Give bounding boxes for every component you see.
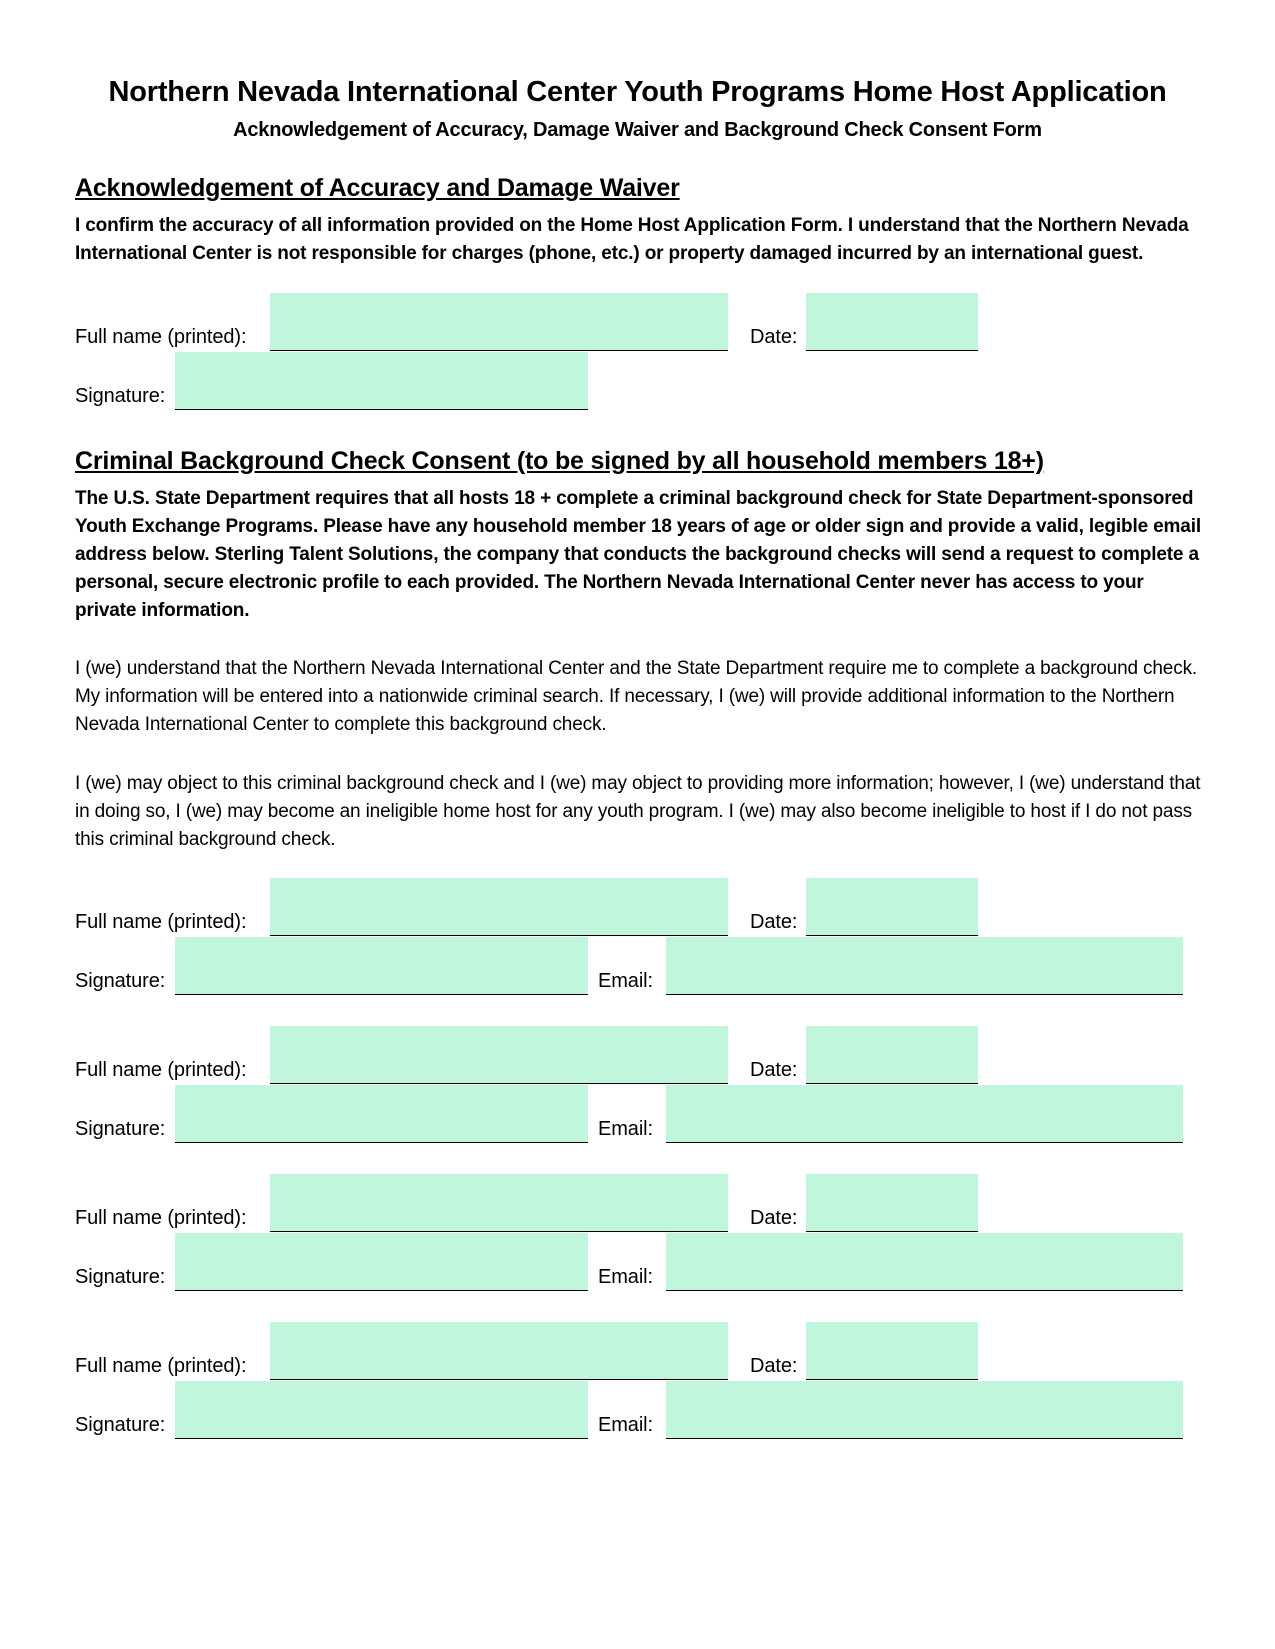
member-signature-label: Signature: [75, 1266, 166, 1288]
member-full-name-label: Full name (printed): [75, 911, 247, 933]
member-1-signature-field[interactable] [175, 937, 588, 995]
member-full-name-label: Full name (printed): [75, 1207, 247, 1229]
full-name-field[interactable] [270, 293, 728, 351]
member-2-date-field[interactable] [806, 1026, 978, 1084]
section-heading-waiver: Acknowledgement of Accuracy and Damage Waiver [75, 174, 680, 202]
member-email-label: Email: [598, 1414, 653, 1436]
signature-field[interactable] [175, 352, 588, 410]
member-3-full-name-field[interactable] [270, 1174, 728, 1232]
consent-paragraph-2: I (we) may object to this criminal background check and I (we) may object to providing more information; however, I (we) understand that in doing so, I (we) may become an ineligible home host for any youth program. I (we) may also become ineligible to host if I do not pass this criminal background check. [75, 773, 1201, 850]
member-4-email-field[interactable] [666, 1381, 1183, 1439]
member-email-label: Email: [598, 1266, 653, 1288]
date-label: Date: [750, 326, 798, 348]
date-field[interactable] [806, 293, 978, 351]
member-4-full-name-field[interactable] [270, 1322, 728, 1380]
page-title: Northern Nevada International Center Youth Programs Home Host Application [108, 76, 1167, 108]
member-date-label: Date: [750, 1059, 798, 1081]
member-1-date-field[interactable] [806, 878, 978, 936]
member-signature-label: Signature: [75, 970, 166, 992]
member-1-email-field[interactable] [666, 937, 1183, 995]
member-full-name-label: Full name (printed): [75, 1059, 247, 1081]
member-3-signature-field[interactable] [175, 1233, 588, 1291]
member-signature-label: Signature: [75, 1414, 166, 1436]
waiver-text: I confirm the accuracy of all information provided on the Home Host Application Form. I understand that the Northern Nevada International Center is not responsible for charges (phone, etc.) or property damaged incurred by an international guest. [75, 215, 1189, 264]
member-2-email-field[interactable] [666, 1085, 1183, 1143]
background-check-intro: The U.S. State Department requires that all hosts 18 + complete a criminal background check for State Department-sponsored Youth Exchange Programs. Please have any household member 18 years of age or older sign and provide a valid, legible email address below. Sterling Talent Solutions, the company that conducts the background checks will send a request to complete a personal, secure electronic profile to each provided. The Northern Nevada International Center never has access to your private information. [75, 488, 1201, 621]
member-4-signature-field[interactable] [175, 1381, 588, 1439]
member-email-label: Email: [598, 1118, 653, 1140]
consent-paragraph-1: I (we) understand that the Northern Nevada International Center and the State Department require me to complete a background check. My information will be entered into a nationwide criminal search. If necessary, I (we) will provide additional information to the Northern Nevada International Center to complete this background check. [75, 658, 1198, 735]
member-email-label: Email: [598, 970, 653, 992]
member-date-label: Date: [750, 1207, 798, 1229]
member-3-email-field[interactable] [666, 1233, 1183, 1291]
member-date-label: Date: [750, 911, 798, 933]
member-signature-label: Signature: [75, 1118, 166, 1140]
section-heading-background-check: Criminal Background Check Consent (to be signed by all household members 18+) [75, 447, 1044, 475]
member-4-date-field[interactable] [806, 1322, 978, 1380]
page-subtitle: Acknowledgement of Accuracy, Damage Waiver and Background Check Consent Form [233, 119, 1042, 141]
full-name-label: Full name (printed): [75, 326, 247, 348]
member-1-full-name-field[interactable] [270, 878, 728, 936]
member-3-date-field[interactable] [806, 1174, 978, 1232]
member-date-label: Date: [750, 1355, 798, 1377]
member-2-full-name-field[interactable] [270, 1026, 728, 1084]
member-full-name-label: Full name (printed): [75, 1355, 247, 1377]
member-2-signature-field[interactable] [175, 1085, 588, 1143]
signature-label: Signature: [75, 385, 166, 407]
